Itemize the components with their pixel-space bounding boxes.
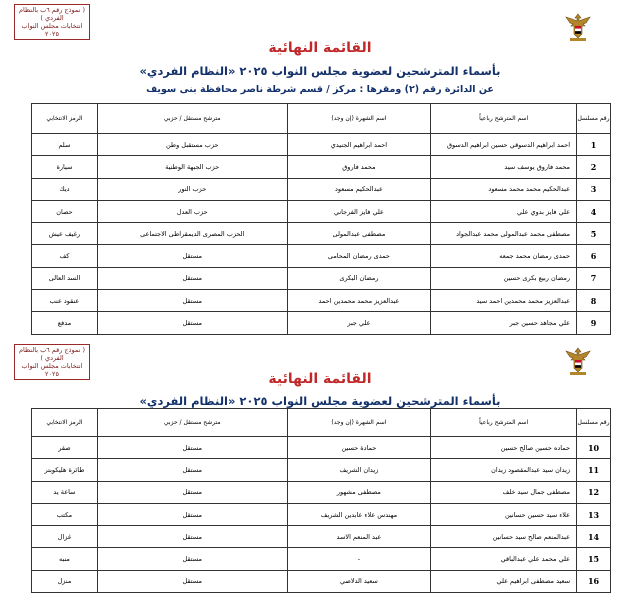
- cell-symbol: غزال: [32, 526, 98, 548]
- cell-fame-name: محمد فاروق: [287, 156, 431, 178]
- cell-number: 8: [577, 290, 611, 312]
- cell-number: 1: [577, 134, 611, 156]
- cell-fame-name: مصطفى مشهور: [287, 481, 431, 503]
- cell-party: مستقل: [97, 548, 287, 570]
- cell-fame-name: مهندس علاء عابدين الشريف: [287, 503, 431, 525]
- cell-number: 3: [577, 178, 611, 200]
- cell-number: 4: [577, 200, 611, 222]
- cell-party: مستقل: [97, 245, 287, 267]
- cell-number: 11: [577, 459, 611, 481]
- col-header-party: مترشح مستقل / حزبي: [97, 409, 287, 437]
- cell-fame-name: عبد المنعم الاسد: [287, 526, 431, 548]
- cell-candidate-name: علي فايز بدوي علي: [431, 200, 577, 222]
- cell-candidate-name: مصطفى محمد عبدالمولى محمد عبدالجواد: [431, 223, 577, 245]
- form-number-label: ( نموذج رقم ٦ب بالنظام الفردي ): [18, 346, 86, 362]
- candidates-table: [31, 408, 611, 593]
- cell-symbol: مدفع: [32, 312, 98, 334]
- cell-symbol: سلم: [32, 134, 98, 156]
- table-row: [32, 503, 611, 525]
- cell-number: 15: [577, 548, 611, 570]
- cell-number: 10: [577, 437, 611, 459]
- cell-fame-name: علي جبر: [287, 312, 431, 334]
- cell-number: 5: [577, 223, 611, 245]
- cell-fame-name: رمضان البكرى: [287, 267, 431, 289]
- cell-party: مستقل: [97, 459, 287, 481]
- cell-fame-name: مصطفى عبدالمولى: [287, 223, 431, 245]
- cell-number: 14: [577, 526, 611, 548]
- table-row: [32, 570, 611, 592]
- cell-fame-name: زيدان الشريف: [287, 459, 431, 481]
- col-header-fame: اسم الشهرة (إن وجد): [287, 409, 431, 437]
- col-header-name: اسم المترشح رباعياً: [431, 409, 577, 437]
- election-label: انتخابات مجلس النواب ٢٠٢٥: [21, 22, 83, 38]
- table-row: [32, 200, 611, 222]
- table-row: [32, 459, 611, 481]
- cell-candidate-name: عبدالحكيم محمد محمد مسعود: [431, 178, 577, 200]
- cell-symbol: كف: [32, 245, 98, 267]
- cell-symbol: مكتب: [32, 503, 98, 525]
- form-header-box: [14, 4, 90, 40]
- table-header-row: [32, 104, 611, 134]
- cell-party: مستقل: [97, 290, 287, 312]
- cell-party: مستقل: [97, 437, 287, 459]
- table-row: [32, 134, 611, 156]
- cell-party: حزب النور: [97, 178, 287, 200]
- final-list-title: القائمة النهائية: [268, 371, 372, 387]
- cell-symbol: طائرة هليكوبتر: [32, 459, 98, 481]
- cell-party: مستقل: [97, 312, 287, 334]
- cell-candidate-name: عبدالمنعم صالح سيد حسانين: [431, 526, 577, 548]
- cell-candidate-name: سعيد مصطفى ابراهيم علي: [431, 570, 577, 592]
- cell-candidate-name: زيدان سيد عبدالمقصود زيدان: [431, 459, 577, 481]
- cell-fame-name: عبدالعزيز محمد محمدين احمد: [287, 290, 431, 312]
- col-header-number: رقم مسلسل: [577, 104, 611, 134]
- table-row: [32, 312, 611, 334]
- cell-candidate-name: حمدى رمضان محمد جمعه: [431, 245, 577, 267]
- table-row: [32, 245, 611, 267]
- col-header-fame: اسم الشهرة (إن وجد): [287, 104, 431, 134]
- candidates-table: [31, 103, 611, 335]
- cell-number: 2: [577, 156, 611, 178]
- cell-fame-name: -: [287, 548, 431, 570]
- cell-party: مستقل: [97, 481, 287, 503]
- table-row: [32, 178, 611, 200]
- cell-fame-name: احمد ابراهيم الجنيدي: [287, 134, 431, 156]
- cell-candidate-name: علي محمد علي عبدالباقي: [431, 548, 577, 570]
- cell-party: مستقل: [97, 267, 287, 289]
- final-list-title: القائمة النهائية: [268, 40, 372, 56]
- col-header-party: مترشح مستقل / حزبي: [97, 104, 287, 134]
- col-header-number: رقم مسلسل: [577, 409, 611, 437]
- table-row: [32, 481, 611, 503]
- table-row: [32, 548, 611, 570]
- candidates-list-title: بأسماء المترشحين لعضوية مجلس النواب ٢٠٢٥ «النظام الفردي»: [139, 394, 501, 408]
- table-header-row: [32, 409, 611, 437]
- cell-party: حزب الجبهة الوطنية: [97, 156, 287, 178]
- cell-candidate-name: علي مجاهد حسين جبر: [431, 312, 577, 334]
- cell-number: 7: [577, 267, 611, 289]
- cell-candidate-name: علاء سيد حسين حسانين: [431, 503, 577, 525]
- cell-fame-name: عبدالحكيم مسعود: [287, 178, 431, 200]
- cell-party: حزب مستقبل وطن: [97, 134, 287, 156]
- cell-number: 12: [577, 481, 611, 503]
- cell-candidate-name: محمد فاروق يوسف سيد: [431, 156, 577, 178]
- cell-candidate-name: حماده حسين صالح حسين: [431, 437, 577, 459]
- election-label: انتخابات مجلس النواب ٢٠٢٥: [21, 362, 83, 378]
- cell-candidate-name: عبدالعزيز محمد محمدين احمد سيد: [431, 290, 577, 312]
- cell-symbol: سيارة: [32, 156, 98, 178]
- cell-number: 9: [577, 312, 611, 334]
- cell-fame-name: حمدى رمضان المحامى: [287, 245, 431, 267]
- col-header-symbol: الرمز الانتخابي: [32, 409, 98, 437]
- cell-fame-name: علي فايز الفرجاني: [287, 200, 431, 222]
- cell-number: 16: [577, 570, 611, 592]
- candidates-list-title: بأسماء المترشحين لعضوية مجلس النواب ٢٠٢٥ «النظام الفردي»: [139, 64, 501, 78]
- cell-fame-name: حمادة حسين: [287, 437, 431, 459]
- cell-symbol: حصان: [32, 200, 98, 222]
- cell-symbol: منزل: [32, 570, 98, 592]
- cell-symbol: ساعة يد: [32, 481, 98, 503]
- cell-symbol: السد العالى: [32, 267, 98, 289]
- cell-symbol: عنقود عنب: [32, 290, 98, 312]
- cell-candidate-name: رمضان ربيع بكرى حسين: [431, 267, 577, 289]
- cell-symbol: منبه: [32, 548, 98, 570]
- cell-fame-name: سعيد الدلاصي: [287, 570, 431, 592]
- col-header-name: اسم المترشح رباعياً: [431, 104, 577, 134]
- table-row: [32, 223, 611, 245]
- cell-number: 13: [577, 503, 611, 525]
- cell-party: مستقل: [97, 503, 287, 525]
- cell-party: الحزب المصرى الديمقراطى الاجتماعى: [97, 223, 287, 245]
- cell-candidate-name: احمد ابراهيم الدسوقي حسين ابراهيم الدسوق: [431, 134, 577, 156]
- table-row: [32, 290, 611, 312]
- form-number-label: ( نموذج رقم ٦ب بالنظام الفردي ): [18, 6, 86, 22]
- cell-symbol: صقر: [32, 437, 98, 459]
- cell-candidate-name: مصطفى جمال سيد خلف: [431, 481, 577, 503]
- col-header-symbol: الرمز الانتخابي: [32, 104, 98, 134]
- district-info: عن الدائرة رقم (٢) ومقرها : مركز / قسم شرطة ناصر محافظة بنى سويف: [146, 84, 494, 95]
- cell-party: مستقل: [97, 570, 287, 592]
- list-page-2: [0, 338, 640, 593]
- table-row: [32, 156, 611, 178]
- cell-symbol: ديك: [32, 178, 98, 200]
- table-row: [32, 437, 611, 459]
- cell-party: حزب العدل: [97, 200, 287, 222]
- cell-symbol: رغيف عيش: [32, 223, 98, 245]
- eagle-emblem-icon: [564, 12, 592, 42]
- table-row: [32, 526, 611, 548]
- cell-party: مستقل: [97, 526, 287, 548]
- cell-number: 6: [577, 245, 611, 267]
- table-row: [32, 267, 611, 289]
